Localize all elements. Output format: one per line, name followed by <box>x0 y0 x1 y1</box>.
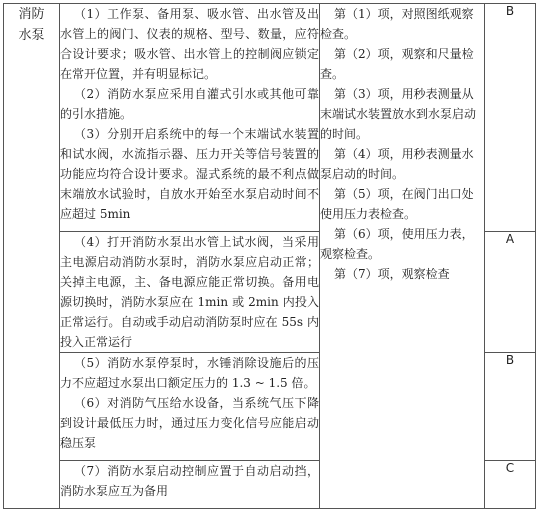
class-cell-1: B <box>485 4 536 232</box>
requirement-cell-3 <box>60 353 320 461</box>
requirement-text: （4）打开消防水泵出水管上试水阀，当采用主电源启动消防水泵时，消防水泵应启动正常；关掉主电源，主、备电源应能正常切换。备用电源切换时，消防水泵应在 1min 或 2min 内投入正常运行。自动或手动启动消防泵时应在 55s 内投入正常运行 <box>60 235 319 349</box>
method-text: 第（2）项，观察和尺量检查。 <box>320 47 474 81</box>
method-text: 第（4）项，用秒表测量水泵启动的时间。 <box>320 147 474 181</box>
class-cell-4: C <box>485 461 536 509</box>
requirement-cell-1 <box>60 4 320 232</box>
requirement-text: （2）消防水泵应采用自灌式引水或其他可靠的引水措施。 <box>60 87 319 121</box>
class-cell-3: B <box>485 353 536 461</box>
requirement-text: （1）工作泵、备用泵、吸水管、出水管及出水管上的阀门、仪表的规格、型号、数量，应符合设计要求；吸水管、出水管上的控制阀应锁定在常开位置，并有明显标记。 <box>60 7 319 81</box>
method-text: 第（7）项，观察检查 <box>334 267 450 281</box>
requirement-text: （3）分别开启系统中的每一个末端试水装置和试水阀，水流指示器、压力开关等信号装置的功能应均符合设计要求。湿式系统的最不利点做末端放水试验时，自放水开始至水泵启动时间不应超过 5min <box>60 127 319 221</box>
requirement-cell-4 <box>60 461 320 509</box>
class-cell-2: A <box>485 232 536 353</box>
item-name-line2: 水泵 <box>18 28 45 43</box>
method-text: 第（3）项，用秒表测量从末端试水装置放水到水泵启动的时间。 <box>320 87 477 141</box>
requirement-cell-2 <box>60 232 320 353</box>
item-name-cell <box>4 4 60 509</box>
requirement-text: （6）对消防气压给水设备，当系统气压下降到设计最低压力时，通过压力变化信号应能启动稳压泵 <box>60 396 319 450</box>
requirement-text: （5）消防水泵停泵时，水锤消除设施后的压力不应超过水泵出口额定压力的 1.3 ~ 1.5 倍。 <box>60 356 319 390</box>
inspection-table <box>3 3 536 509</box>
method-text: 第（6）项，使用压力表，观察检查。 <box>320 227 474 261</box>
requirement-text: （7）消防水泵启动控制应置于自动启动挡，消防水泵应互为备用 <box>60 464 319 498</box>
inspection-method-cell <box>320 4 485 509</box>
table-row <box>4 4 536 232</box>
item-name-line1: 消防 <box>18 7 45 22</box>
method-text: 第（1）项，对照图纸观察检查。 <box>320 7 474 41</box>
method-text: 第（5）项，在阀门出口处使用压力表检查。 <box>320 187 474 221</box>
